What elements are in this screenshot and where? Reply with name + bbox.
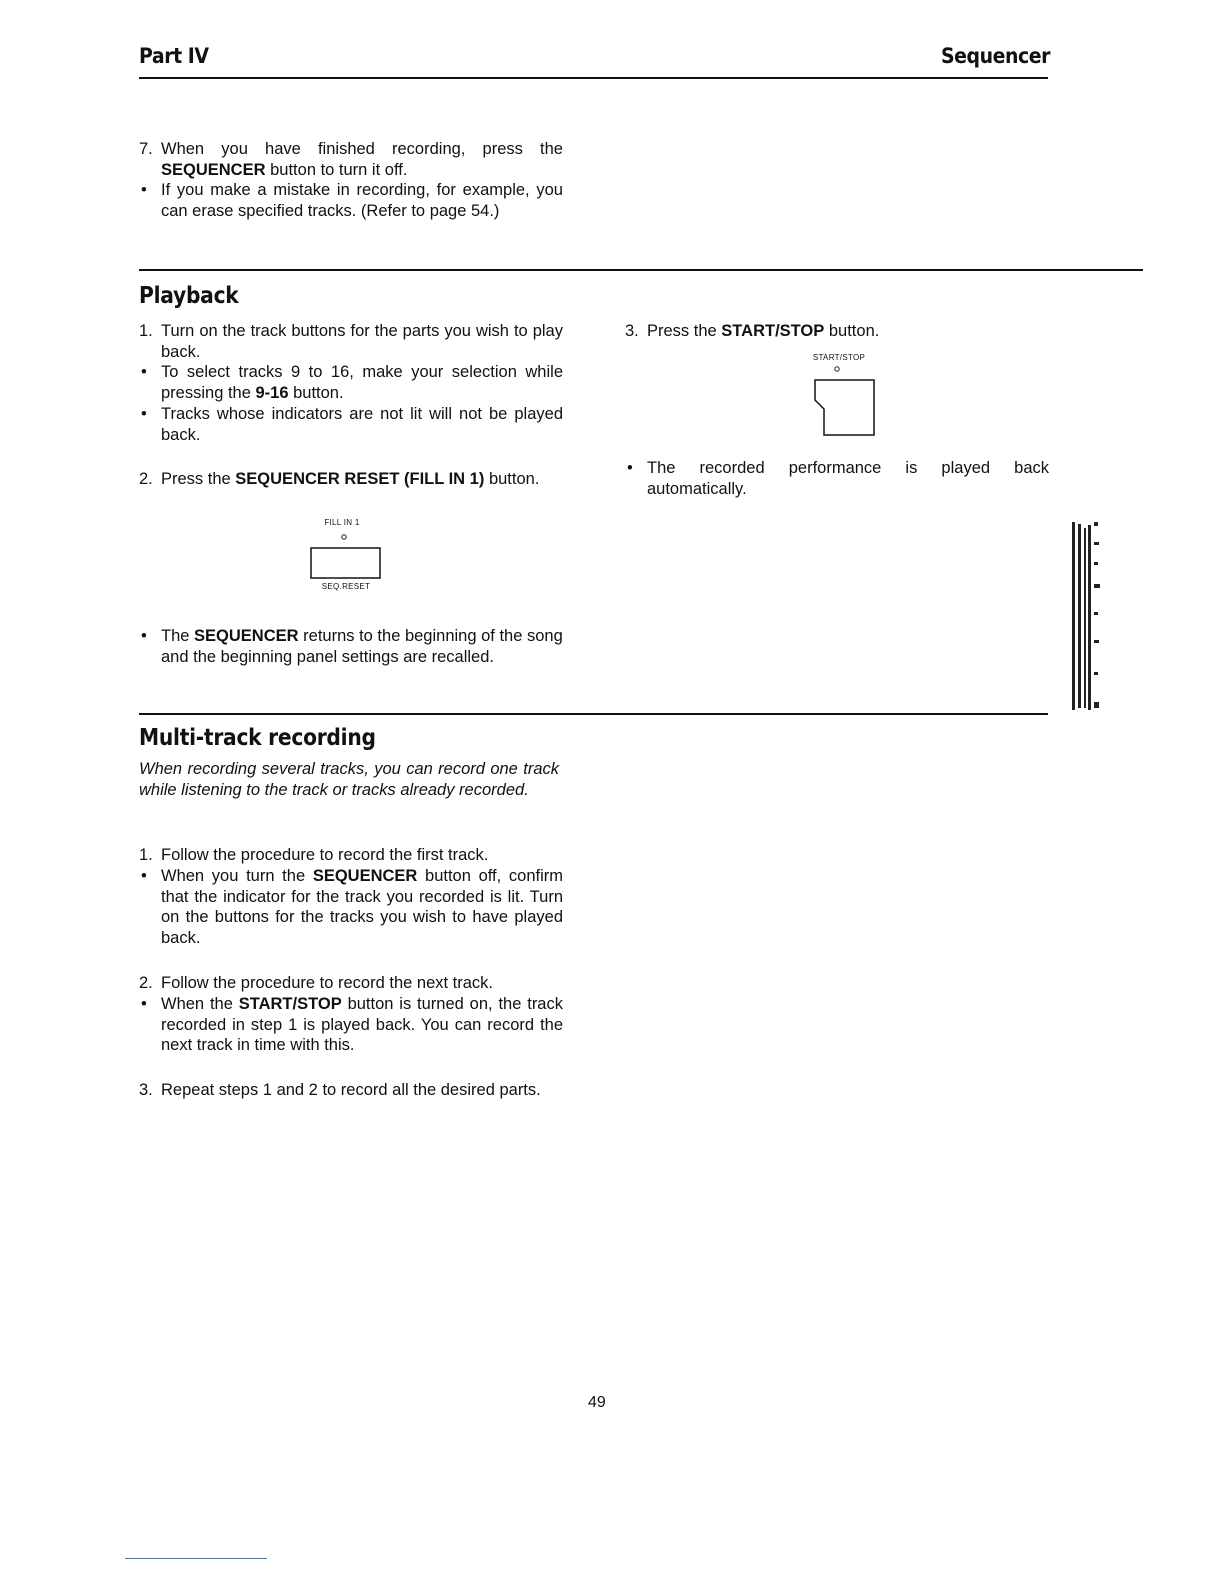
playback-step-1: 1. Turn on the track buttons for the parts you wish to play back.	[139, 322, 563, 361]
fill-in-1-label: FILL IN 1	[324, 518, 360, 527]
seq-reset-label: SEQ.RESET	[321, 582, 371, 591]
multitrack-step-1: 1. Follow the procedure to record the first track.	[139, 846, 489, 864]
multitrack-step-3: 3. Repeat steps 1 and 2 to record all the desired parts.	[139, 1081, 541, 1099]
section-rule	[139, 713, 1048, 715]
start-stop-button-illustration	[810, 362, 890, 442]
playback-step-3: 3. Press the START/STOP button.	[625, 322, 880, 340]
bullet-erase-tracks: • If you make a mistake in recording, for example, you can erase specified tracks. (Refer to page 54.)	[141, 181, 563, 220]
multitrack-intro: When recording several tracks, you can record one track while listening to the track or tracks already recorded.	[139, 760, 559, 799]
multitrack-title: Multi-track recording	[139, 725, 376, 751]
button-shape	[311, 548, 380, 578]
bullet-start-stop-on: • When the START/STOP button is turned on, the track recorded in step 1 is played back. You can record the next track in time with this.	[141, 995, 563, 1054]
bullet-dot: •	[141, 181, 147, 199]
scan-edge-marks	[1072, 522, 1104, 712]
page-number: 49	[588, 1394, 606, 1411]
bullet-select-tracks: • To select tracks 9 to 16, make your selection while pressing the 9-16 button.	[141, 363, 563, 402]
section-rule	[139, 269, 1143, 271]
header-rule	[139, 77, 1048, 79]
playback-title: Playback	[139, 283, 239, 309]
step-number: 7.	[139, 140, 153, 158]
playback-step-2: 2. Press the SEQUENCER RESET (FILL IN 1) button.	[139, 470, 540, 488]
bullet-confirm-indicator: • When you turn the SEQUENCER button off, confirm that the indicator for the track you recorded is lit. Turn on the buttons for the tracks you wish to have played back.	[141, 867, 563, 947]
step-7	[139, 139, 563, 180]
step-text: When you have finished recording, press the SEQUENCER button to turn it off.	[161, 140, 563, 179]
bullet-sequencer-returns: • The SEQUENCER returns to the beginning of the song and the beginning panel settings are recalled.	[141, 627, 563, 666]
bullet-played-back: • The recorded performance is played back automatically.	[627, 459, 1049, 498]
multitrack-step-2: 2. Follow the procedure to record the next track.	[139, 974, 493, 992]
indicator-led	[835, 367, 839, 371]
button-shape	[815, 380, 874, 435]
indicator-led	[342, 535, 346, 539]
header-part-label: Part IV	[139, 44, 209, 68]
start-stop-label: START/STOP	[812, 353, 866, 362]
footer-link-rule	[125, 1558, 267, 1559]
header-section-label: Sequencer	[941, 44, 1050, 68]
bullet-unlit-tracks: • Tracks whose indicators are not lit will not be played back.	[141, 405, 563, 444]
